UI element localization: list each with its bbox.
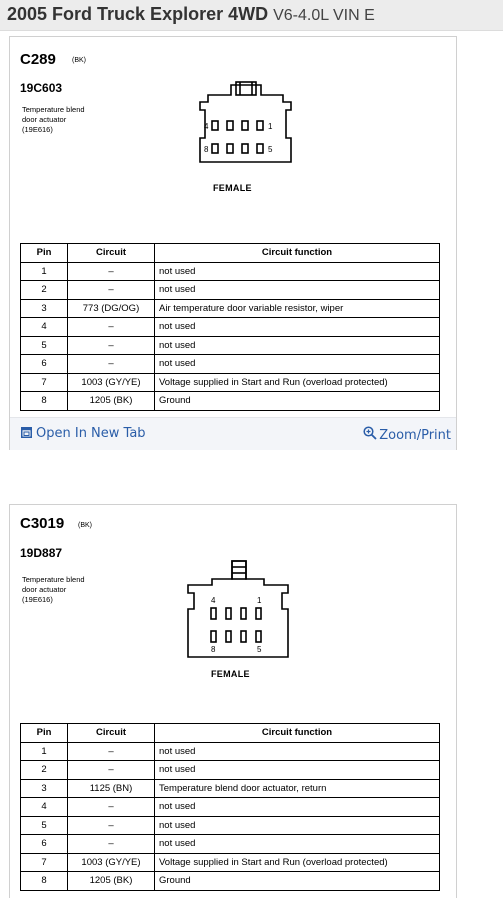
circuit-cell: – [68, 816, 155, 835]
connector-color-code: (BK) [72, 57, 86, 64]
table-row [21, 742, 440, 761]
pinout-table [20, 243, 440, 411]
description-line: door actuator [22, 115, 67, 124]
function-cell: Ground [155, 872, 440, 891]
circuit-cell: 1003 (GY/YE) [68, 853, 155, 872]
page-title [7, 4, 375, 25]
column-header-pin: Pin [21, 724, 68, 743]
connector-face-drawing [184, 557, 294, 661]
function-cell: not used [155, 262, 440, 281]
column-header-circuit-function: Circuit function [155, 244, 440, 263]
description-line: (19E616) [22, 125, 53, 134]
function-cell: not used [155, 355, 440, 374]
pin-cell: 8 [21, 392, 68, 411]
connector-gender: FEMALE [213, 183, 252, 193]
pin-cell: 4 [21, 318, 68, 337]
pin-cell: 2 [21, 281, 68, 300]
table-row [21, 355, 440, 374]
table-row [21, 853, 440, 872]
table-row [21, 299, 440, 318]
table-row [21, 816, 440, 835]
column-header-circuit-function: Circuit function [155, 724, 440, 743]
pin-cell: 8 [21, 872, 68, 891]
table-row [21, 281, 440, 300]
function-cell: Voltage supplied in Start and Run (overload protected) [155, 853, 440, 872]
pin-label-4: 4 [211, 596, 216, 605]
circuit-cell: – [68, 798, 155, 817]
part-number: 19D887 [20, 546, 63, 560]
circuit-cell: 1205 (BK) [68, 392, 155, 411]
connector-id: C3019 [20, 515, 65, 532]
pin-label-5: 5 [268, 145, 273, 154]
open-new-tab-icon [21, 427, 32, 438]
page-header [0, 0, 503, 31]
pin-cell: 3 [21, 299, 68, 318]
column-header-circuit: Circuit [68, 724, 155, 743]
pin-cell: 7 [21, 853, 68, 872]
pin-label-4: 4 [204, 122, 209, 131]
vehicle-title: 2005 Ford Truck Explorer 4WD [7, 4, 269, 24]
connector-gender: FEMALE [211, 669, 250, 679]
pin-cell: 1 [21, 262, 68, 281]
table-row [21, 262, 440, 281]
connector-description [22, 575, 85, 605]
part-number: 19C603 [20, 81, 63, 95]
pin-label-1: 1 [268, 122, 273, 131]
pin-cell: 3 [21, 779, 68, 798]
table-row [21, 779, 440, 798]
function-cell: Ground [155, 392, 440, 411]
connector-card-c289 [9, 36, 457, 450]
pin-cell: 2 [21, 761, 68, 780]
circuit-cell: – [68, 262, 155, 281]
description-line: (19E616) [22, 595, 53, 604]
connector-face-drawing [186, 80, 306, 170]
circuit-cell: – [68, 761, 155, 780]
table-row [21, 761, 440, 780]
description-line: Temperature blend [22, 575, 85, 584]
table-row [21, 318, 440, 337]
function-cell: not used [155, 281, 440, 300]
circuit-cell: 1003 (GY/YE) [68, 373, 155, 392]
function-cell: Temperature blend door actuator, return [155, 779, 440, 798]
circuit-cell: – [68, 742, 155, 761]
pin-cell: 6 [21, 835, 68, 854]
function-cell: not used [155, 798, 440, 817]
pin-cell: 1 [21, 742, 68, 761]
pin-cell: 6 [21, 355, 68, 374]
pinout-table [20, 723, 440, 891]
table-row [21, 835, 440, 854]
circuit-cell: – [68, 835, 155, 854]
pin-cell: 5 [21, 336, 68, 355]
engine-subtitle: V6-4.0L VIN E [273, 7, 375, 24]
open-in-new-tab-link[interactable] [21, 426, 146, 441]
table-row [21, 872, 440, 891]
circuit-cell: – [68, 355, 155, 374]
column-header-circuit: Circuit [68, 244, 155, 263]
pin-cell: 5 [21, 816, 68, 835]
pin-cell: 4 [21, 798, 68, 817]
description-line: door actuator [22, 585, 67, 594]
column-header-pin: Pin [21, 244, 68, 263]
function-cell: not used [155, 318, 440, 337]
circuit-cell: 1205 (BK) [68, 872, 155, 891]
pin-label-1: 1 [257, 596, 262, 605]
table-row [21, 373, 440, 392]
table-header-row [21, 244, 440, 263]
function-cell: not used [155, 336, 440, 355]
pin-cell: 7 [21, 373, 68, 392]
card-footer [10, 417, 456, 450]
connector-description [22, 105, 85, 135]
pin-label-8: 8 [204, 145, 209, 154]
function-cell: Air temperature door variable resistor, wiper [155, 299, 440, 318]
open-in-new-tab-label: Open In New Tab [36, 426, 146, 441]
function-cell: not used [155, 816, 440, 835]
table-row [21, 798, 440, 817]
table-row [21, 392, 440, 411]
circuit-cell: 1125 (BN) [68, 779, 155, 798]
circuit-cell: 773 (DG/OG) [68, 299, 155, 318]
function-cell: not used [155, 835, 440, 854]
description-line: Temperature blend [22, 105, 85, 114]
connector-id: C289 [20, 51, 56, 68]
pin-label-8: 8 [211, 645, 216, 654]
circuit-cell: – [68, 336, 155, 355]
zoom-print-label: Zoom/Print [379, 428, 451, 443]
zoom-icon [363, 426, 377, 440]
connector-card-c3019 [9, 504, 457, 898]
function-cell: Voltage supplied in Start and Run (overload protected) [155, 373, 440, 392]
function-cell: not used [155, 761, 440, 780]
connector-color-code: (BK) [78, 522, 92, 529]
pin-label-5: 5 [257, 645, 262, 654]
function-cell: not used [155, 742, 440, 761]
circuit-cell: – [68, 281, 155, 300]
zoom-print-link[interactable] [363, 426, 451, 443]
table-row [21, 336, 440, 355]
circuit-cell: – [68, 318, 155, 337]
table-header-row [21, 724, 440, 743]
